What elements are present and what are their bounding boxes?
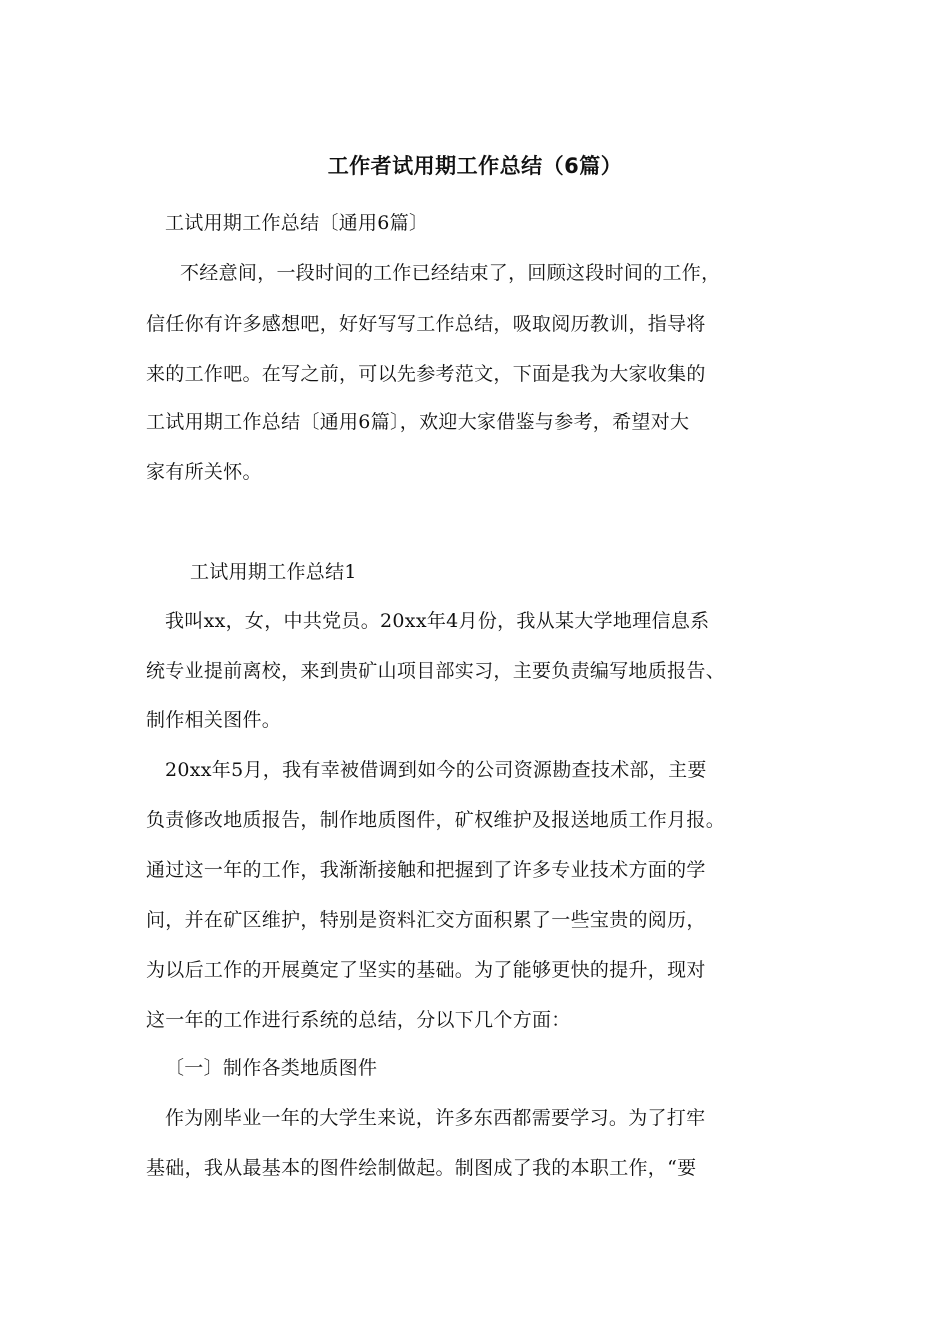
intro-line: 家有所关怀。 (146, 461, 262, 483)
intro-line: 来的工作吧。在写之前，可以先参考范文，下面是我为大家收集的 (146, 363, 706, 385)
intro-line: 信任你有许多感想吧，好好写写工作总结，吸取阅历教训，指导将 (146, 313, 706, 335)
paragraph-line: 这一年的工作进行系统的总结，分以下几个方面： (146, 1009, 571, 1031)
paragraph-line: 20xx年5月，我有幸被借调到如今的公司资源勘查技术部，主要 (165, 759, 707, 781)
document-subtitle: 工试用期工作总结〔通用6篇〕 (165, 212, 429, 234)
paragraph-line: 基础，我从最基本的图件绘制做起。制图成了我的本职工作，“要 (146, 1157, 697, 1179)
paragraph-line: 制作相关图件。 (146, 709, 282, 731)
paragraph-line: 为以后工作的开展奠定了坚实的基础。为了能够更快的提升，现对 (146, 959, 706, 981)
paragraph-line: 统专业提前离校，来到贵矿山项目部实习，主要负责编写地质报告、 (146, 660, 726, 682)
subsection-heading: 〔一〕制作各类地质图件 (165, 1057, 378, 1079)
paragraph-line: 作为刚毕业一年的大学生来说，许多东西都需要学习。为了打牢 (165, 1107, 706, 1129)
intro-line: 不经意间，一段时间的工作已经结束了，回顾这段时间的工作， (180, 262, 721, 284)
document-title: 工作者试用期工作总结（6篇） (327, 154, 623, 178)
section-heading: 工试用期工作总结1 (190, 561, 357, 583)
paragraph-line: 我叫xx，女，中共党员。20xx年4月份，我从某大学地理信息系 (165, 610, 710, 632)
paragraph-line: 负责修改地质报告，制作地质图件，矿权维护及报送地质工作月报。 (146, 809, 726, 831)
paragraph-line: 通过这一年的工作，我渐渐接触和把握到了许多专业技术方面的学 (146, 859, 706, 881)
intro-line: 工试用期工作总结〔通用6篇〕，欢迎大家借鉴与参考，希望对大 (146, 411, 690, 433)
paragraph-line: 问，并在矿区维护，特别是资料汇交方面积累了一些宝贵的阅历， (146, 909, 706, 931)
